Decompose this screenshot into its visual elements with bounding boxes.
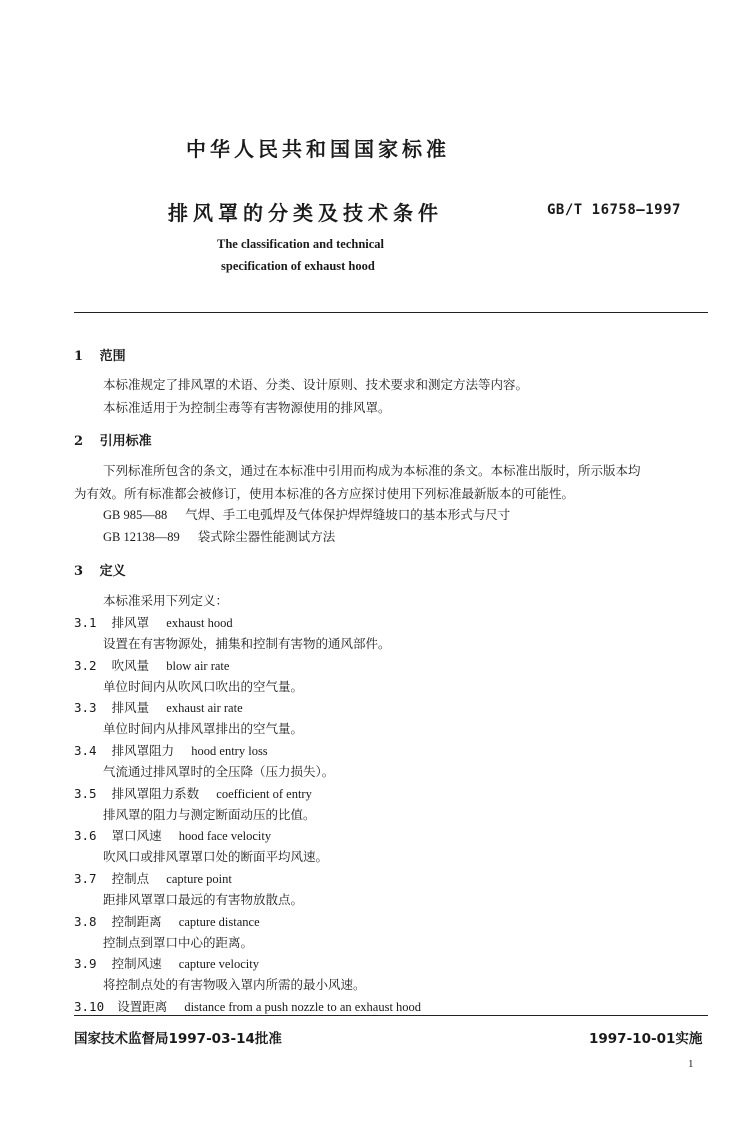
clause-number: 3.7: [74, 871, 97, 886]
reference-code: GB 12138—89: [103, 530, 180, 544]
clause-number: 3.9: [74, 956, 97, 971]
definition-term-line: [74, 868, 232, 887]
document-title-cn: 排风罩的分类及技术条件: [168, 201, 443, 225]
term-cn: 排风罩阻力系数: [111, 786, 200, 801]
term-en: distance from a push nozzle to an exhaust hood: [184, 1000, 422, 1014]
definition-description: 控制点到罩口中心的距离。: [103, 935, 254, 950]
definition-term-line: [74, 825, 271, 844]
term-cn: 设置距离: [117, 999, 168, 1014]
document-title-en-line1: The classification and technical: [217, 237, 385, 251]
term-en: hood face velocity: [178, 829, 272, 843]
definition-term-line: [74, 953, 259, 972]
paragraph: 本标准适用于为控制尘毒等有害物源使用的排风罩。: [103, 400, 391, 415]
header-divider: [74, 312, 708, 313]
section-number: 2: [74, 434, 84, 449]
term-cn: 控制距离: [111, 914, 162, 929]
term-cn: 控制风速: [111, 956, 162, 971]
term-cn: 排风罩阻力: [111, 743, 175, 758]
section-title: 引用标准: [99, 434, 152, 449]
term-en: blow air rate: [166, 659, 230, 673]
paragraph-line: 下列标准所包含的条文，通过在本标准中引用而构成为本标准的条文。本标准出版时，所示版本均: [103, 463, 641, 478]
effective-date-line: 1997-10-01实施: [589, 1031, 703, 1047]
reference-code: GB 985—88: [103, 508, 168, 522]
term-cn: 控制点: [111, 871, 150, 886]
section-3-heading: [74, 560, 126, 579]
standard-type-heading: 中华人民共和国国家标准: [186, 137, 450, 161]
term-cn: 吹风量: [111, 658, 150, 673]
section-number: 3: [74, 564, 84, 579]
definition-description: 排风罩的阻力与测定断面动压的比值。: [103, 807, 316, 822]
definition-term-line: [74, 996, 421, 1015]
definition-term-line: [74, 911, 260, 930]
paragraph: 本标准规定了排风罩的术语、分类、设计原则、技术要求和测定方法等内容。: [103, 377, 529, 392]
standard-code: GB/T 16758—1997: [547, 202, 681, 218]
page-number: 1: [688, 1058, 694, 1070]
approval-line: 国家技术监督局1997-03-14批准: [74, 1031, 282, 1047]
paragraph-line: 为有效。所有标准都会被修订，使用本标准的各方应探讨使用下列标准最新版本的可能性。: [74, 486, 575, 501]
paragraph: 本标准采用下列定义：: [103, 593, 229, 608]
term-en: capture point: [166, 872, 232, 886]
definition-description: 距排风罩罩口最远的有害物放散点。: [103, 892, 304, 907]
definition-description: 吹风口或排风罩罩口处的断面平均风速。: [103, 849, 329, 864]
section-1-heading: [74, 345, 126, 364]
definition-term-line: [74, 612, 233, 631]
term-en: exhaust hood: [166, 616, 233, 630]
definition-term-line: [74, 697, 243, 716]
reference-title: 袋式除尘器性能测试方法: [197, 529, 336, 544]
term-en: exhaust air rate: [166, 701, 243, 715]
term-cn: 罩口风速: [111, 828, 162, 843]
definition-description: 单位时间内从吹风口吹出的空气量。: [103, 679, 304, 694]
definition-term-line: [74, 740, 268, 759]
term-en: coefficient of entry: [216, 787, 312, 801]
clause-number: 3.5: [74, 786, 97, 801]
clause-number: 3.4: [74, 743, 97, 758]
clause-number: 3.3: [74, 700, 97, 715]
section-number: 1: [74, 349, 84, 364]
section-title: 定义: [99, 564, 126, 579]
term-en: hood entry loss: [191, 744, 268, 758]
reference-item: [103, 505, 510, 523]
footer-divider: [74, 1015, 708, 1016]
section-2-heading: [74, 430, 152, 449]
definition-term-line: [74, 783, 312, 802]
term-en: capture distance: [178, 915, 260, 929]
definition-description: 单位时间内从排风罩排出的空气量。: [103, 721, 304, 736]
clause-number: 3.6: [74, 828, 97, 843]
definition-term-line: [74, 655, 229, 674]
definition-description: 设置在有害物源处，捕集和控制有害物的通风部件。: [103, 636, 391, 651]
reference-item: [103, 527, 335, 545]
term-cn: 排风罩: [111, 615, 150, 630]
clause-number: 3.1: [74, 615, 97, 630]
clause-number: 3.10: [74, 999, 105, 1014]
reference-title: 气焊、手工电弧焊及气体保护焊焊缝坡口的基本形式与尺寸: [185, 507, 511, 522]
definition-description: 将控制点处的有害物吸入罩内所需的最小风速。: [103, 977, 366, 992]
definition-description: 气流通过排风罩时的全压降（压力损失）。: [103, 764, 335, 779]
clause-number: 3.2: [74, 658, 97, 673]
document-title-en-line2: specification of exhaust hood: [221, 259, 375, 273]
term-en: capture velocity: [178, 957, 259, 971]
clause-number: 3.8: [74, 914, 97, 929]
section-title: 范围: [99, 349, 126, 364]
term-cn: 排风量: [111, 700, 150, 715]
